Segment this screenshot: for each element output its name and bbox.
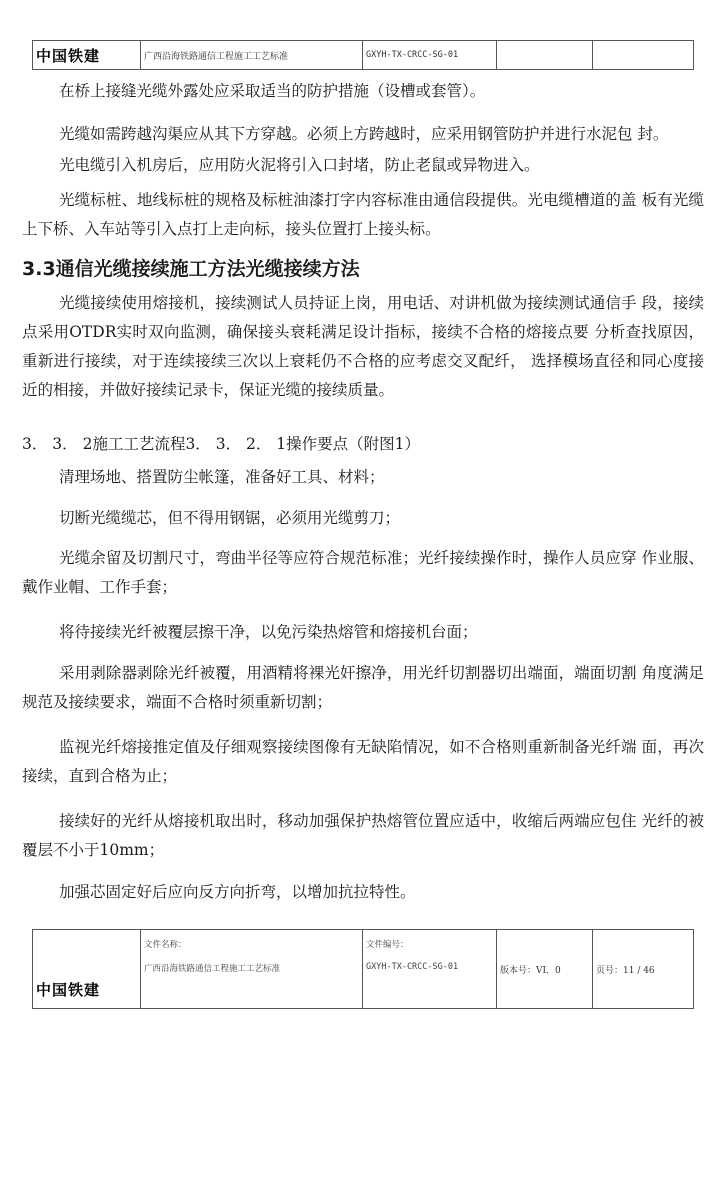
step-bend-strength-member: 加强芯固定好后应向反方向折弯，以增加抗拉特性。 xyxy=(59,883,416,901)
step-strip-and-cleave: 采用剥除器剥除光纤被覆，用酒精将裸光奸擦净，用光纤切割器切出端面，端面切割 角度满足规范及接续要求，端面不合格时须重新切割； xyxy=(22,664,704,711)
header-document-name: 广西沿海铁路通信工程施工工艺标准 xyxy=(141,41,363,70)
footer-document-number-label: 文件编号： xyxy=(366,940,409,950)
footer-version: 版本号：VI．0 xyxy=(497,930,593,1009)
section-number: 3.3 xyxy=(22,258,56,280)
header-version-cell xyxy=(497,41,593,70)
step-heat-shrink: 接续好的光纤从熔接机取出时，移动加强保护热熔管位置应适中，收缩后两端应包住 光纤的被覆层不小于10mm； xyxy=(22,812,704,859)
footer-document-name-cell xyxy=(141,930,363,1009)
section-title: 通信光缆接续施工方法光缆接续方法 xyxy=(55,258,360,280)
paragraph-ditch-crossing: 光缆如需跨越沟渠应从其下方穿越。必须上方跨越时，应采用钢管防护并进行水泥包 封。 xyxy=(59,125,669,143)
section-heading-3-3 xyxy=(22,256,704,282)
paragraph-marker-posts: 光缆标桩、地线标桩的规格及标桩油漆打字内容标准由通信段提供。光电缆槽道的盖 板有光缆上下桥、入车站等引入点打上走向标，接头位置打上接头标。 xyxy=(22,191,704,238)
page-footer-table xyxy=(32,929,694,1009)
paragraph-room-entry-sealing: 光电缆引入机房后，应用防火泥将引入口封堵，防止老鼠或异物进入。 xyxy=(59,156,540,174)
paragraph-splicing-method: 光缆接续使用熔接机，接续测试人员持证上岗，用电话、对讲机做为接续测试通信手 段，接续点采用OTDR实时双向监测，确保接头衰耗满足设计指标，接续不合格的熔接点要 分析查找原因，重新进行接续，对于连续接续三次以上衰耗仍不合格的应考虑交叉配纤， 选择模场直径和同心度接近的相接，并做好接续记录卡，保证光缆的接续质量。 xyxy=(22,294,704,399)
footer-document-number: GXYH-TX-CRCC-SG-01 xyxy=(366,962,459,972)
footer-document-number-cell xyxy=(363,930,497,1009)
step-clean-coating: 将待接续光纤被覆层擦干净，以免污染热熔管和熔接机台面； xyxy=(59,623,478,641)
step-reserve-and-attire: 光缆余留及切割尺寸，弯曲半径等应符合规范标准；光纤接续操作时，操作人员应穿 作业服、戴作业帽、工作手套； xyxy=(22,549,704,596)
footer-company-logo: 中国铁建 xyxy=(33,930,141,1009)
paragraph-bridge-protection: 在桥上接缝光缆外露处应采取适当的防护措施（设槽或套管）。 xyxy=(59,82,486,100)
footer-page-number: 页号：11 / 46 xyxy=(593,930,694,1009)
footer-document-name: 广西沿海铁路通信工程施工工艺标准 xyxy=(144,964,281,974)
step-prepare-site: 清理场地、搭置防尘帐篷，准备好工具、材料； xyxy=(59,468,385,486)
header-document-number: GXYH-TX-CRCC-SG-01 xyxy=(363,41,497,70)
sub-heading-process-flow: 3． 3． 2施工工艺流程3． 3． 2． 1操作要点（附图1） xyxy=(22,435,421,453)
header-company-logo: 中国铁建 xyxy=(33,41,141,70)
step-cut-core: 切断光缆缆芯，但不得用钢锯，必须用光缆剪刀； xyxy=(59,509,401,527)
page-header-table xyxy=(32,40,694,70)
footer-document-name-label: 文件名称： xyxy=(144,940,187,950)
step-monitor-splice: 监视光纤熔接推定值及仔细观察接续图像有无缺陷情况，如不合格则重新制备光纤端 面，再次接续，直到合格为止； xyxy=(22,738,704,785)
header-page-cell xyxy=(593,41,694,70)
